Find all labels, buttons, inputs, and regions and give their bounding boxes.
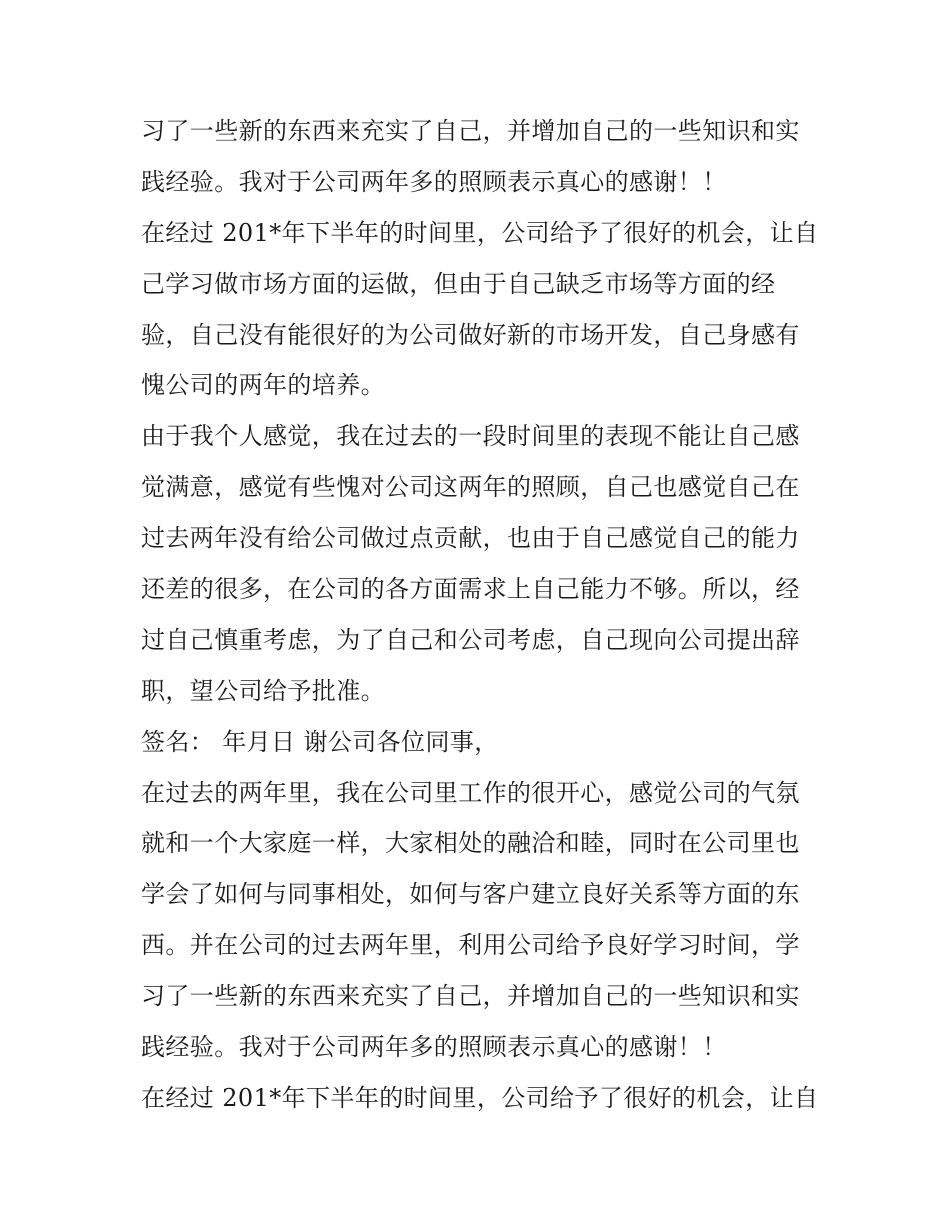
text-line: 职，望公司给予批准。: [141, 676, 385, 705]
text-line: 就和一个大家庭一样，大家相处的融洽和睦，同时在公司里也: [141, 829, 800, 858]
text-line: 觉满意，感觉有些愧对公司这两年的照顾，自己也感觉自己在: [141, 473, 800, 502]
text-line: 验，自己没有能很好的为公司做好新的市场开发，自己身感有: [141, 320, 800, 349]
text-line: 己学习做市场方面的运做，但由于自己缺乏市场等方面的经: [141, 269, 776, 298]
text-line: 愧公司的两年的培养。: [141, 371, 385, 400]
text-line: 过去两年没有给公司做过点贡献，也由于自己感觉自己的能力: [141, 524, 800, 553]
text-line: 还差的很多，在公司的各方面需求上自己能力不够。所以，经: [141, 575, 800, 604]
text-line: 学会了如何与同事相处，如何与客户建立良好关系等方面的东: [141, 880, 800, 909]
text-line: 由于我个人感觉，我在过去的一段时间里的表现不能让自己感: [141, 422, 800, 451]
signature-line: 签名： 年月日 谢公司各位同事，: [141, 727, 499, 756]
text-line: 西。并在公司的过去两年里，利用公司给予良好学习时间，学: [141, 931, 800, 960]
text-line: 过自己慎重考虑，为了自己和公司考虑，自己现向公司提出辞: [141, 625, 800, 654]
text-line: 习了一些新的东西来充实了自己，并增加自己的一些知识和实: [141, 982, 800, 1011]
text-line: 习了一些新的东西来充实了自己，并增加自己的一些知识和实: [141, 117, 800, 145]
text-line: 践经验。我对于公司两年多的照顾表示真心的感谢！！: [141, 167, 727, 196]
text-line: 在过去的两年里，我在公司里工作的很开心，感觉公司的气氛: [141, 778, 800, 807]
text-line: 在经过 201*年下半年的时间里，公司给予了很好的机会，让自: [141, 1083, 819, 1112]
document-body: [141, 106, 821, 1124]
text-line: 在经过 201*年下半年的时间里，公司给予了很好的机会，让自: [141, 218, 819, 247]
text-line: 践经验。我对于公司两年多的照顾表示真心的感谢！！: [141, 1033, 727, 1062]
